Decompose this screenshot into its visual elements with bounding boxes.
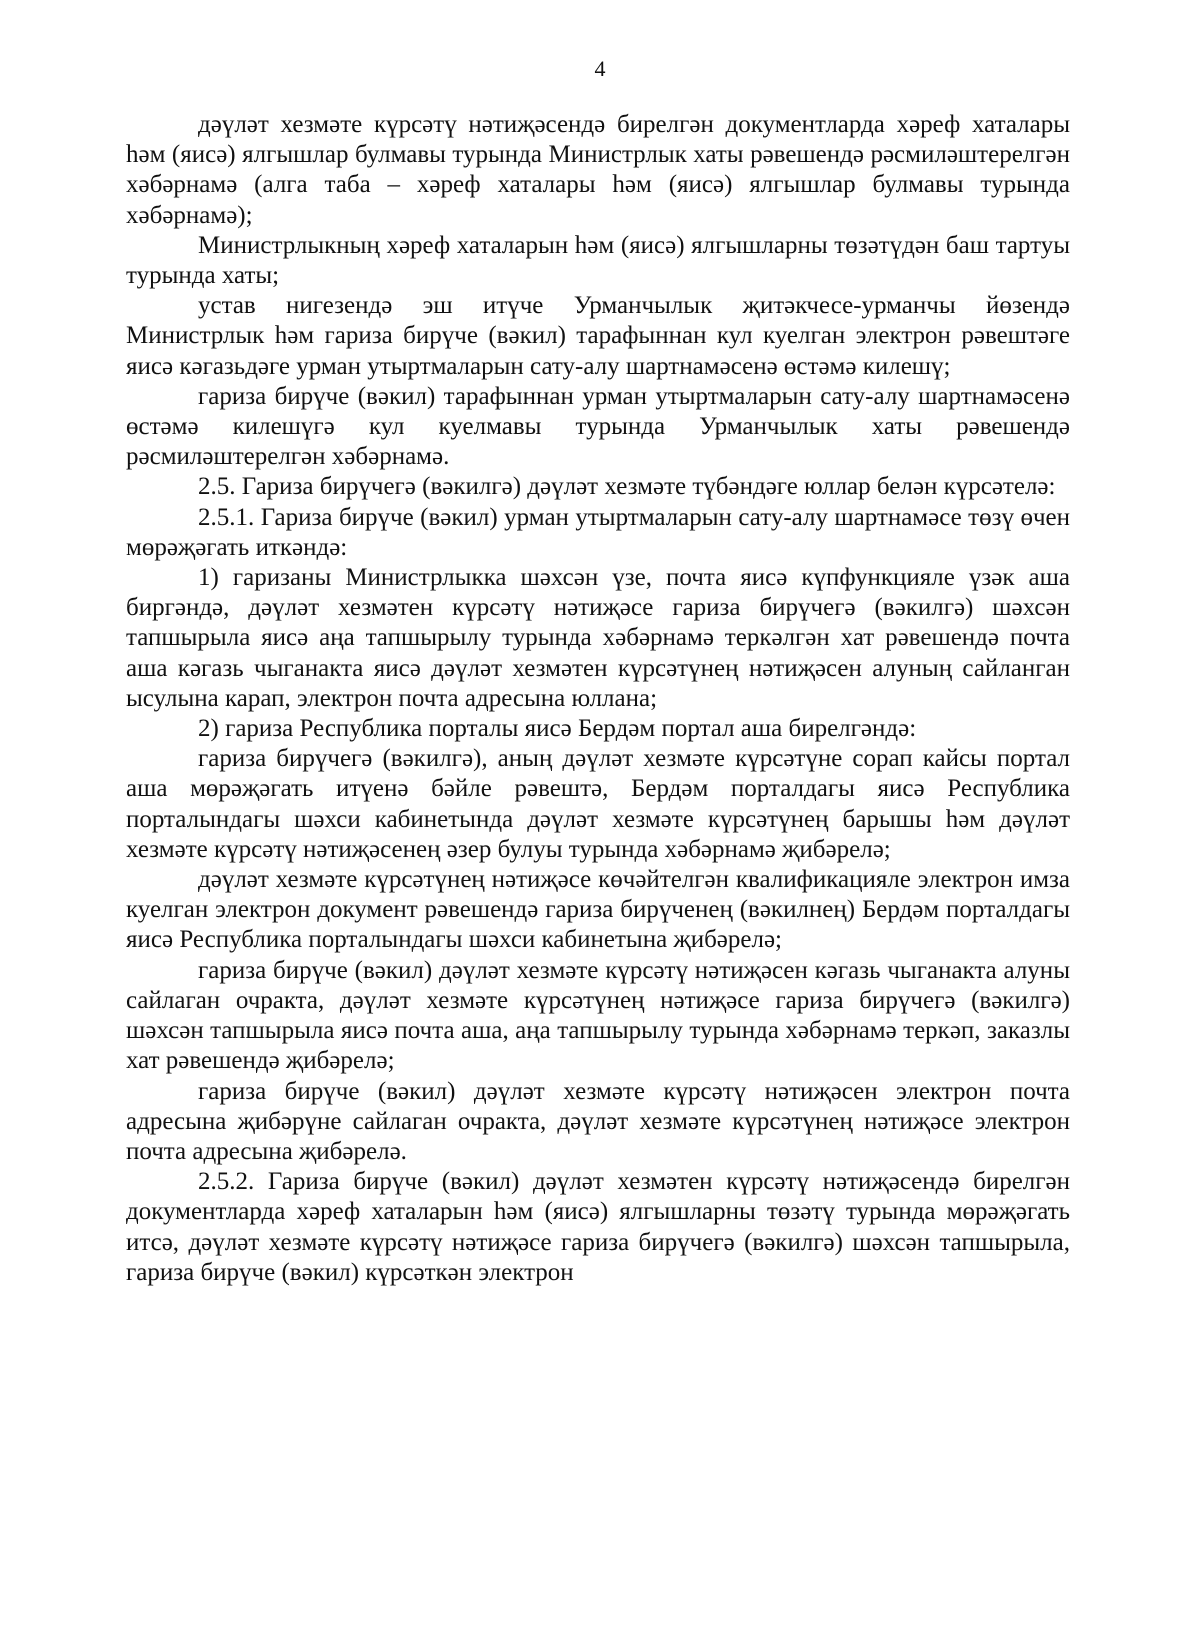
paragraph-section-2-5: 2.5. Гариза бирүчегә (вәкилгә) дәүләт хезмәте түбәндәге юллар белән күрсәтелә:	[198, 473, 1056, 501]
document-body	[126, 110, 1070, 1288]
paragraph-item-2: 2) гариза Республика порталы яисә Бердәм портал аша бирелгәндә:	[198, 715, 917, 743]
paragraph-email-result: гариза бирүче (вәкил) дәүләт хезмәте күрсәтү нәтиҗәсен электрон почта адресына җибәрүне сайлаган очракта, дәүләт хезмәте күрсәтүнең нәтиҗәсе электрон почта адресына җибәрелә.	[126, 1077, 1070, 1165]
paragraph-list-item-refusal-letter: Министрлыкның хәреф хаталарын һәм (яисә) ялгышларны төзәтүдән баш тартуы турында хаты;	[126, 231, 1070, 290]
paragraph-item-1: 1) гаризаны Министрлыкка шәхсән үзе, почта яисә күпфункцияле үзәк аша биргәндә, дәүләт хезмәтен күрсәтү нәтиҗәсе гариза бирүчегә (вәкилгә) шәхсән тапшырыла яисә аңа тапшырылу турында хәбәрнамә теркәлгән хат рәвешендә почта аша кәгазь чыганакта яисә дәүләт хезмәтен күрсәтүнең нәтиҗәсен алуның сайланган ысулына карап, электрон почта адресына юллана;	[126, 564, 1070, 712]
paragraph-section-2-5-2: 2.5.2. Гариза бирүче (вәкил) дәүләт хезмәтен күрсәтү нәтиҗәсендә бирелгән документларда хәреф хаталарын һәм (яисә) ялгышларны төзәтү турында мөрәҗәгать итсә, дәүләт хезмәте күрсәтү нәтиҗәсе гариза бирүчегә (вәкилгә) шәхсән тапшырыла, гариза бирүче (вәкил) күрсәткән электрон	[126, 1168, 1070, 1286]
page-number: 4	[594, 56, 606, 81]
paragraph-section-2-5-1: 2.5.1. Гариза бирүче (вәкил) урман утыртмаларын сату-алу шартнамәсе төзү өчен мөрәҗәгать иткәндә:	[126, 503, 1070, 561]
paragraph-electronic-document: дәүләт хезмәте күрсәтүнең нәтиҗәсе көчәйтелгән квалификацияле электрон имза куелган электрон документ рәвешендә гариза бирүченең (вәкилнең) Бердәм порталдагы яисә Республика порталындагы шәхси кабинетына җибәрелә;	[126, 866, 1070, 954]
paragraph-paper-result: гариза бирүче (вәкил) дәүләт хезмәте күрсәтү нәтиҗәсен кәгазь чыганакта алуны сайлаган очракта, дәүләт хезмәте күрсәтүнең нәтиҗәсе гариза бирүчегә (вәкилгә) шәхсән тапшырыла яисә почта аша, аңа тапшырылу турында хәбәрнамә теркәп, заказлы хат рәвешендә җибәрелә;	[126, 956, 1070, 1075]
paragraph-list-item-notice-no-errors: дәүләт хезмәте күрсәтү нәтиҗәсендә бирелгән документларда хәреф хаталары һәм (яисә) ялгышлар булмавы турында Министрлык хаты рәвешендә рәсмиләштерелгән хәбәрнамә (алга таба – хәреф хаталары һәм (яисә) ялгышлар булмавы турында хәбәрнамә);	[126, 111, 1070, 229]
paragraph-list-item-additional-agreement: устав нигезендә эш итүче Урманчылык җитәкчесе-урманчы йөзендә Министрлык һәм гариза бирүче (вәкил) тарафыннан кул куелган электрон рәвештәге яисә кәгазьдәге урман утыртмаларын сату-алу шартнамәсенә өстәмә килешү;	[126, 292, 1070, 380]
paragraph-portal-notice: гариза бирүчегә (вәкилгә), аның дәүләт хезмәте күрсәтүне сорап кайсы портал аша мөрәҗәгать итүенә бәйле рәвештә, Бердәм порталдагы яисә Республика порталындагы шәхси кабинетында дәүләт хезмәте күрсәтүнең барышы һәм дәүләт хезмәте күрсәтү нәтиҗәсенең әзер булуы турында хәбәрнамә җибәрелә;	[126, 745, 1070, 863]
paragraph-list-item-notice-not-signed: гариза бирүче (вәкил) тарафыннан урман утыртмаларын сату-алу шартнамәсенә өстәмә килешүгә кул куелмавы турында Урманчылык хаты рәвешендә рәсмиләштерелгән хәбәрнамә.	[126, 382, 1070, 471]
